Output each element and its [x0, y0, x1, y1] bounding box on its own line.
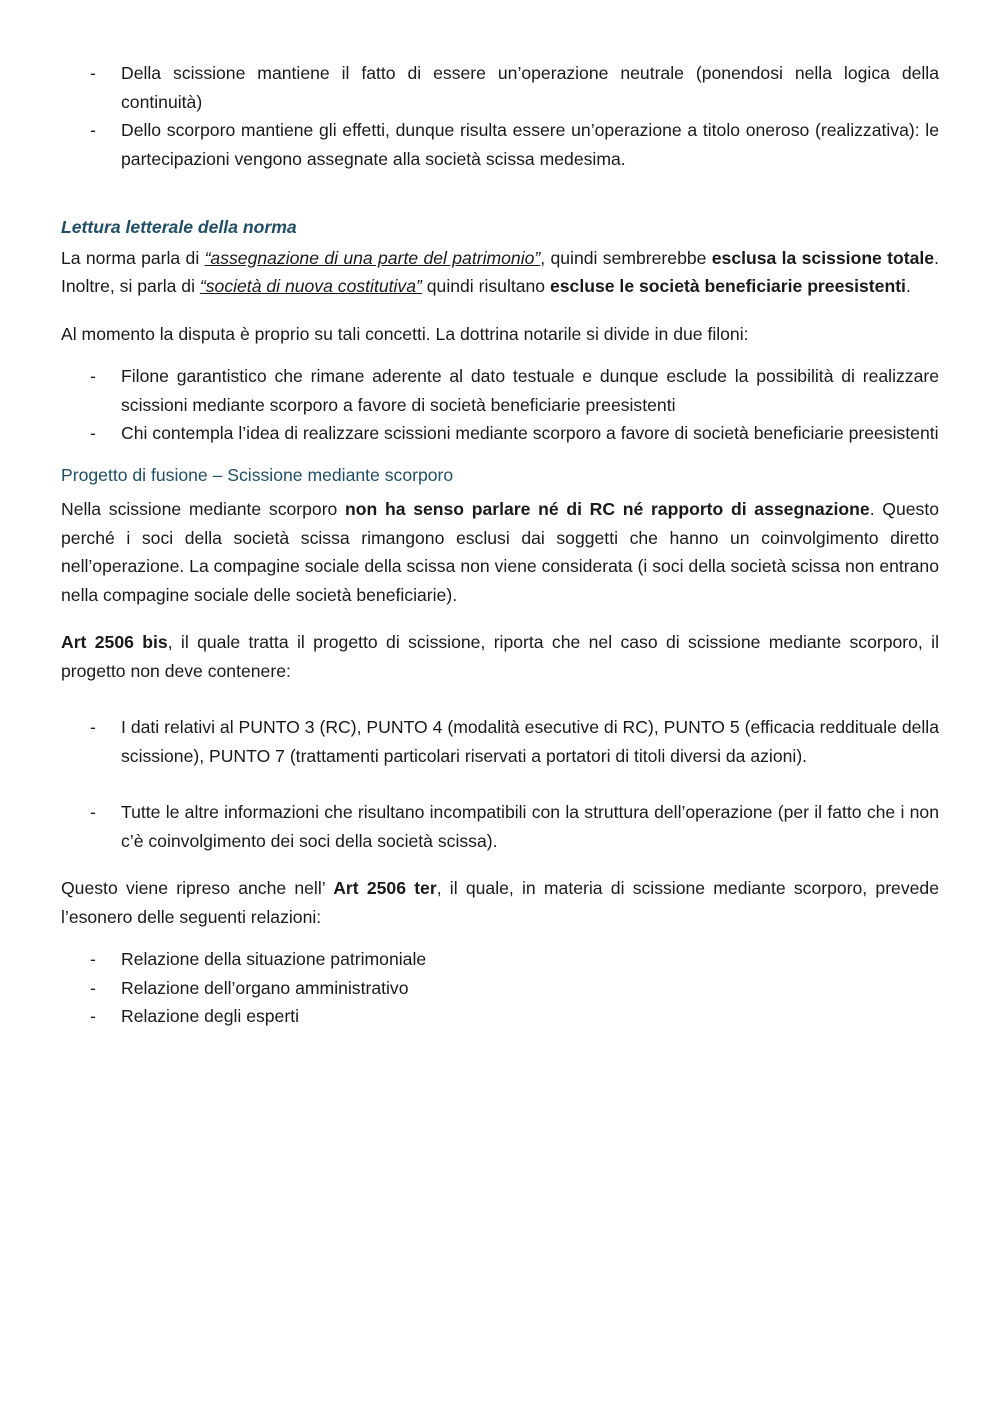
paragraph-norma: La norma parla di “assegnazione di una parte del patrimonio”, quindi sembrerebbe esclusa la scissione totale. Inoltre, si parla di “società di nuova costitutiva” quindi risultano escluse le società beneficiarie preesistenti.	[61, 247, 939, 296]
list-item: - Relazione degli esperti	[61, 1002, 939, 1031]
dash-bullet: -	[90, 1006, 96, 1026]
paragraph-scorporo: Nella scissione mediante scorporo non ha senso parlare né di RC né rapporto di assegnazione. Questo perché i soci della società scissa rimangono esclusi dai soggetti che hanno un coinvolgimento diretto nell’operazione. La compagine sociale della scissa non viene considerata (i soci della società scissa non entrano nella compagine sociale delle società beneficiarie).	[61, 499, 939, 605]
dash-bullet: -	[90, 802, 96, 822]
quote-societa-nuova: “società di nuova costitutiva”	[199, 276, 422, 296]
list-item: - Chi contempla l’idea di realizzare scissioni mediante scorporo a favore di società beneficiarie preesistenti	[61, 419, 939, 448]
list-item: - Tutte le altre informazioni che risultano incompatibili con la struttura dell’operazione (per il fatto che i non c’è coinvolgimento dei soci della società scissa).	[61, 798, 939, 855]
dash-bullet: -	[90, 423, 96, 443]
dash-bullet: -	[90, 977, 96, 998]
list-progetto-esclusioni	[61, 713, 939, 855]
heading-progetto-fusione: Progetto di fusione – Scissione mediante scorporo	[61, 464, 454, 485]
quote-assegnazione: “assegnazione di una parte del patrimonio”	[204, 247, 541, 268]
dash-bullet: -	[90, 949, 96, 969]
paragraph-disputa: Al momento la disputa è proprio su tali concetti. La dottrina notarile si divide in due filoni:	[61, 323, 749, 344]
paragraph-art-2506-ter: Questo viene ripreso anche nell’ Art 2506 ter, il quale, in materia di scissione mediante scorporo, prevede l’esonero delle seguenti relazioni:	[61, 878, 939, 927]
list-item: - Della scissione mantiene il fatto di essere un’operazione neutrale (ponendosi nella logica della continuità)	[61, 59, 939, 116]
list-item: - Relazione della situazione patrimoniale	[61, 945, 939, 974]
paragraph-art-2506-bis: Art 2506 bis, il quale tratta il progetto di scissione, riporta che nel caso di scissione mediante scorporo, il progetto non deve contenere:	[61, 632, 939, 681]
dash-bullet: -	[90, 717, 96, 737]
list-scissione-scorporo	[61, 59, 939, 173]
list-item: - Dello scorporo mantiene gli effetti, dunque risulta essere un’operazione a titolo oneroso (realizzativa): le partecipazioni vengono assegnate alla società scissa medesima.	[61, 116, 939, 173]
list-relazioni-esonerate	[61, 945, 939, 1031]
heading-lettura-letterale: Lettura letterale della norma	[61, 217, 297, 237]
list-item: - I dati relativi al PUNTO 3 (RC), PUNTO 4 (modalità esecutive di RC), PUNTO 5 (efficacia reddituale della scissione), PUNTO 7 (trattamenti particolari riservati a portatori di titoli diversi da azioni).	[61, 713, 939, 770]
list-item: - Filone garantistico che rimane aderente al dato testuale e dunque esclude la possibilità di realizzare scissioni mediante scorporo a favore di società beneficiarie preesistenti	[61, 362, 939, 419]
dash-bullet: -	[90, 120, 96, 140]
dash-bullet: -	[90, 366, 96, 386]
list-item: - Relazione dell’organo amministrativo	[61, 974, 939, 1003]
list-filoni	[61, 362, 939, 448]
dash-bullet: -	[90, 63, 96, 83]
